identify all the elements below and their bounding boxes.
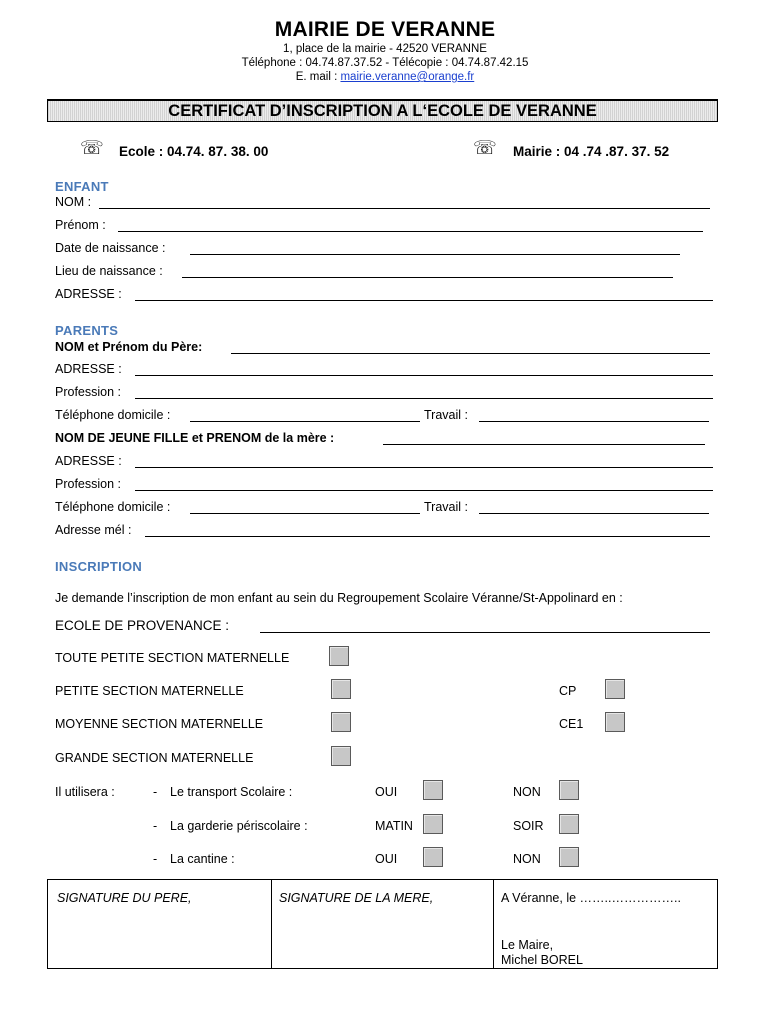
enfant-naissance-field[interactable] [190,254,680,255]
cantine-oui-checkbox[interactable] [423,847,443,867]
tps-label: TOUTE PETITE SECTION MATERNELLE [55,651,290,665]
mere-tel-field[interactable] [190,513,420,514]
pere-adresse-label: ADRESSE : [55,362,122,376]
section-enfant-heading: ENFANT [55,179,109,194]
pere-tel-field[interactable] [190,421,420,422]
ce1-label: CE1 [559,717,584,731]
dash-bullet: - [153,785,158,799]
section-parents-heading: PARENTS [55,323,119,338]
signature-pere-cell[interactable] [48,880,271,968]
garderie-label: La garderie périscolaire : [170,819,308,833]
mere-nom-field[interactable] [383,444,705,445]
enfant-nom-field[interactable] [99,208,710,209]
mairie-phone: Mairie : 04 .74 .87. 37. 52 [513,144,670,159]
signature-mere-cell[interactable] [272,880,493,968]
ecole-provenance-label: ECOLE DE PROVENANCE : [55,618,230,633]
maire-name: Michel BOREL [501,953,583,967]
mere-adresse-label: ADRESSE : [55,454,122,468]
enfant-naissance-label: Date de naissance : [55,241,166,255]
signature-pere-label: SIGNATURE DU PERE, [57,891,192,905]
enfant-nom-label: NOM : [55,195,92,209]
signature-lieu-date: A Véranne, le ……..…………….. [501,891,681,905]
dash-bullet: - [153,852,158,866]
pere-nom-field[interactable] [231,353,710,354]
mere-travail-label: Travail : [424,500,468,514]
section-inscription-heading: INSCRIPTION [55,559,143,574]
mere-tel-label: Téléphone domicile : [55,500,171,514]
enfant-lieu-label: Lieu de naissance : [55,264,163,278]
adresse-mel-field[interactable] [145,536,710,537]
transport-non-label: NON [513,785,541,799]
ps-checkbox[interactable] [331,679,351,699]
inscription-demande-text: Je demande l’inscription de mon enfant au sein du Regroupement Scolaire Véranne/St-Appolinard en : [55,591,623,605]
mairie-address: 1, place de la mairie - 42520 VERANNE [283,43,487,55]
pere-profession-field[interactable] [135,398,713,399]
email-link[interactable]: mairie.veranne@orange.fr [340,71,475,83]
mere-travail-field[interactable] [479,513,709,514]
transport-label: Le transport Scolaire : [170,785,293,799]
pere-travail-field[interactable] [479,421,709,422]
enfant-prenom-field[interactable] [118,231,703,232]
ps-label: PETITE SECTION MATERNELLE [55,684,244,698]
certificate-banner: CERTIFICAT D’INSCRIPTION A L‘ECOLE DE VERANNE [47,99,718,122]
garderie-matin-checkbox[interactable] [423,814,443,834]
gs-checkbox[interactable] [331,746,351,766]
pere-nom-label: NOM et Prénom du Père: [55,340,203,354]
mere-nom-label: NOM DE JEUNE FILLE et PRENOM de la mère : [55,431,335,445]
cp-label: CP [559,684,577,698]
enfant-adresse-field[interactable] [135,300,713,301]
ecole-provenance-field[interactable] [260,632,710,633]
utilisera-label: Il utilisera : [55,785,115,799]
page-title: MAIRIE DE VERANNE [274,18,496,41]
transport-non-checkbox[interactable] [559,780,579,800]
telephone-icon: ☏ [473,138,497,159]
enfant-adresse-label: ADRESSE : [55,287,122,301]
mere-profession-field[interactable] [135,490,713,491]
email-label: E. mail : [295,71,341,83]
cantine-non-checkbox[interactable] [559,847,579,867]
cantine-oui-label: OUI [375,852,398,866]
garderie-matin-label: MATIN [375,819,413,833]
signature-table [47,879,718,969]
ms-checkbox[interactable] [331,712,351,732]
ecole-phone: Ecole : 04.74. 87. 38. 00 [119,144,269,159]
dash-bullet: - [153,819,158,833]
pere-profession-label: Profession : [55,385,122,399]
cp-checkbox[interactable] [605,679,625,699]
maire-title: Le Maire, [501,938,554,952]
signature-maire-cell [494,880,717,968]
tps-checkbox[interactable] [329,646,349,666]
pere-adresse-field[interactable] [135,375,713,376]
enfant-prenom-label: Prénom : [55,218,106,232]
enfant-lieu-field[interactable] [182,277,673,278]
transport-oui-checkbox[interactable] [423,780,443,800]
mere-adresse-field[interactable] [135,467,713,468]
mairie-phones: Téléphone : 04.74.87.37.52 - Télécopie : 04.74.87.42.15 [241,57,529,69]
cantine-non-label: NON [513,852,541,866]
gs-label: GRANDE SECTION MATERNELLE [55,751,254,765]
pere-travail-label: Travail : [424,408,468,422]
signature-mere-label: SIGNATURE DE LA MERE, [279,891,434,905]
mere-profession-label: Profession : [55,477,122,491]
transport-oui-label: OUI [375,785,398,799]
pere-tel-label: Téléphone domicile : [55,408,171,422]
ce1-checkbox[interactable] [605,712,625,732]
mairie-email-line [0,71,770,83]
telephone-icon: ☏ [80,138,104,159]
ms-label: MOYENNE SECTION MATERNELLE [55,717,264,731]
cantine-label: La cantine : [170,852,235,866]
garderie-soir-checkbox[interactable] [559,814,579,834]
adresse-mel-label: Adresse mél : [55,523,132,537]
garderie-soir-label: SOIR [513,819,544,833]
